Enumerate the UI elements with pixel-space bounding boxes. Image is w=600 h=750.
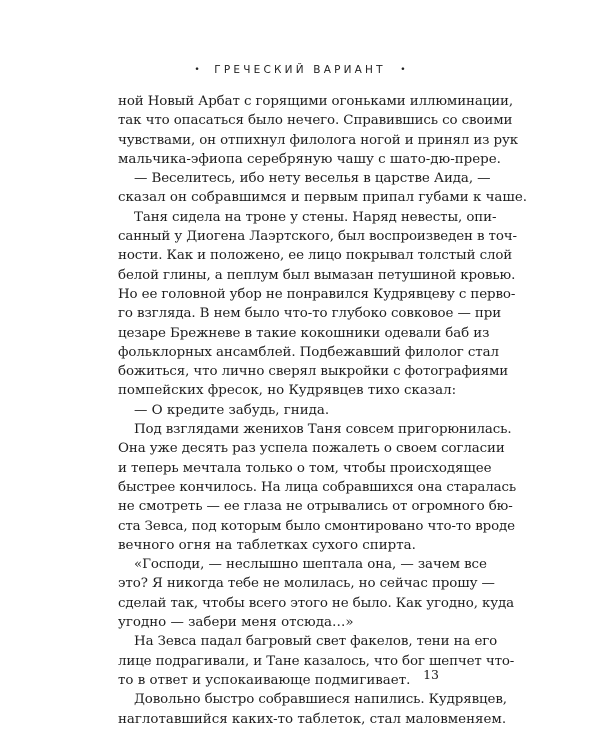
running-head-title: ГРЕЧЕСКИЙ ВАРИАНТ — [214, 64, 386, 76]
text-line: Под взглядами женихов Таня совсем пригорюнилась. — [134, 422, 512, 438]
right-ornament-icon: • — [400, 65, 406, 75]
text-line: На Зевса падал багровый свет факелов, тени на его — [134, 634, 498, 650]
text-line: — О кредите забудь, гнида. — [134, 402, 330, 418]
text-line: «Господи, — неслышно шептала она, — зачем все — [134, 557, 487, 573]
text-line: сделай так, чтобы всего этого не было. Как угодно, куда — [118, 595, 514, 611]
text-line: и теперь мечтала только о том, чтобы происходящее — [118, 460, 492, 476]
running-head — [0, 64, 600, 76]
text-line: ной Новый Арбат с горящими огоньками иллюминации, — [118, 94, 514, 109]
text-line: угодно — забери меня отсюда…» — [118, 615, 354, 631]
page-number: 13 — [423, 667, 439, 682]
text-line: Она уже десять раз успела пожалеть о своем согласии — [118, 441, 505, 457]
text-line: ста Зевса, под которым было смонтировано что-то вроде — [118, 518, 515, 534]
text-line: Но ее головной убор не понравился Кудрявцеву с перво- — [118, 286, 516, 302]
text-line: вечного огня на таблетках сухого спирта. — [118, 537, 416, 553]
text-line: санный у Диогена Лаэртского, был воспроизведен в точ- — [118, 229, 517, 245]
text-line: цезаре Брежневе в такие кокошники одевали баб из — [118, 325, 490, 341]
text-line: ности. Как и положено, ее лицо покрывал толстый слой — [118, 248, 513, 264]
text-line: быстрее кончилось. На лица собравшихся она старалась — [118, 479, 517, 495]
text-line: Довольно быстро собравшиеся напились. Кудрявцев, — [134, 692, 507, 708]
text-line: белой глины, а пеплум был вымазан петушиной кровью. — [118, 267, 516, 283]
text-line: так что опасаться было нечего. Справившись со своими — [118, 113, 513, 129]
text-line: сказал он собравшимся и первым припал губами к чаше. — [118, 190, 528, 206]
text-line: — Веселитесь, ибо нету веселья в царстве Аида, — — [134, 171, 491, 187]
text-line: фольклорных ансамблей. Подбежавший филолог стал — [118, 344, 499, 360]
text-line: помпейских фресок, но Кудрявцев тихо сказал: — [118, 383, 457, 399]
text-line: не смотреть — ее глаза не отрывались от огромного бю- — [118, 499, 513, 515]
body-text — [118, 92, 528, 729]
left-ornament-icon: • — [194, 65, 200, 75]
text-line: Таня сидела на троне у стены. Наряд невесты, опи- — [134, 209, 497, 225]
text-line: го взгляда. В нем было что-то глубоко совковое — при — [118, 306, 502, 322]
text-line: чувствами, он отпихнул филолога ногой и принял из рук — [118, 132, 518, 148]
text-line: лице подрагивали, и Тане казалось, что бог шепчет что- — [118, 653, 515, 669]
text-line: божиться, что лично сверял выкройки с фотографиями — [118, 364, 509, 380]
text-line: то в ответ и успокаивающе подмигивает. — [118, 672, 411, 688]
text-line: мальчика-эфиопа серебряную чашу с шато-дю-прере. — [118, 151, 501, 167]
text-line: это? Я никогда тебе не молилась, но сейчас прошу — — [118, 576, 495, 592]
text-line: наглотавшийся каких-то таблеток, стал маловменяем. — [118, 711, 507, 727]
